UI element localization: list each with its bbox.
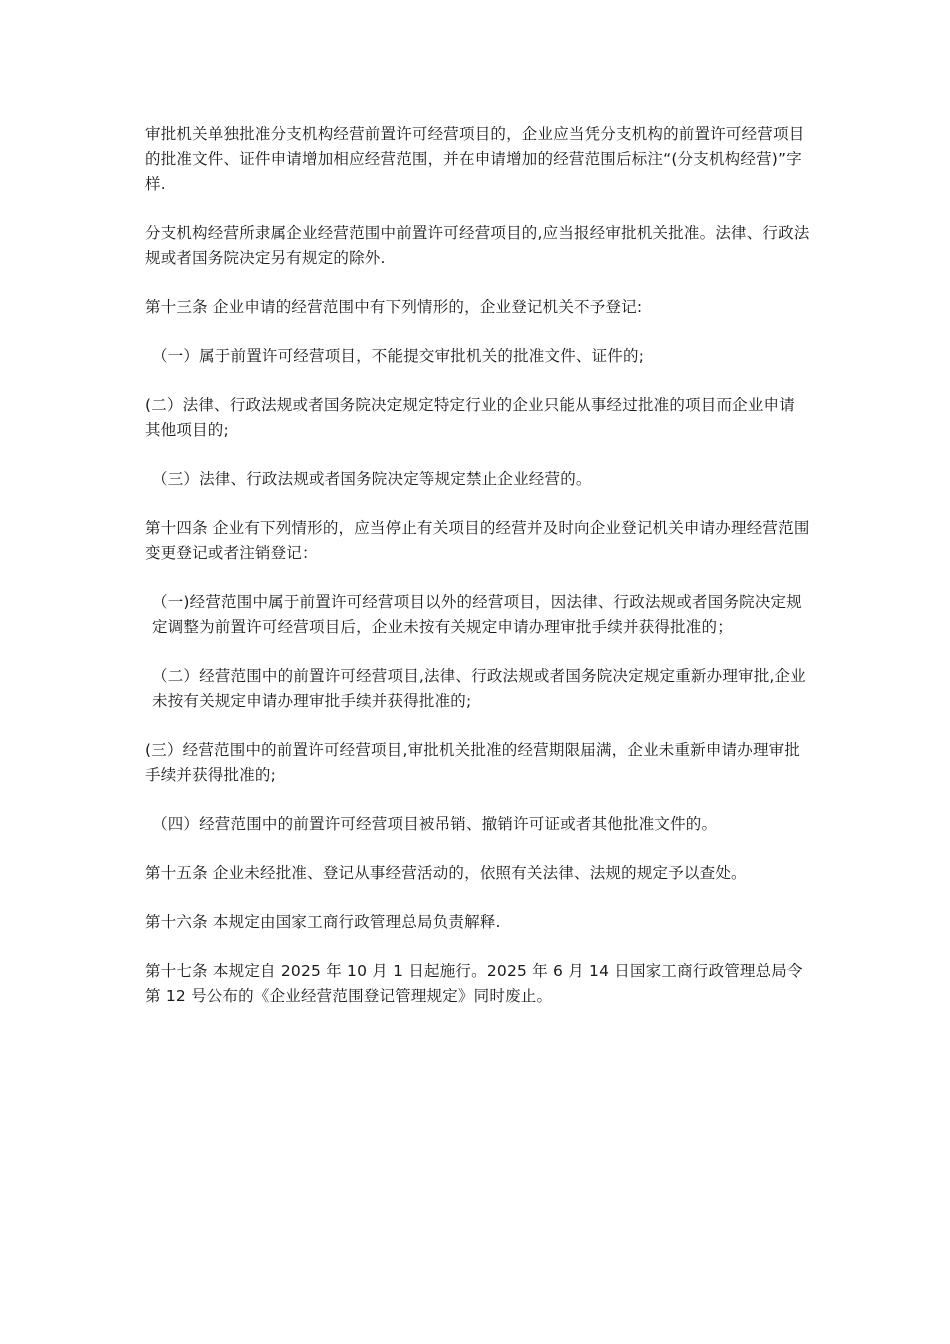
document-body <box>145 122 810 1033</box>
article-17: 第十七条 本规定自 2025 年 10 月 1 日起施行。2025 年 6 月 14 日国家工商行政管理总局令第 12 号公布的《企业经营范围登记管理规定》同时废止。 <box>145 962 803 1005</box>
article-14-item-3: (三）经营范围中的前置许可经营项目,审批机关批准的经营期限届满，企业未重新申请办理审批手续并获得批准的; <box>145 741 801 784</box>
paragraph-branch-approval: 审批机关单独批准分支机构经营前置许可经营项目的，企业应当凭分支机构的前置许可经营项目的批准文件、证件申请增加相应经营范围，并在申请增加的经营范围后标注“(分支机构经营)”字样. <box>145 125 805 193</box>
article-13-item-2: (二）法律、行政法规或者国务院决定规定特定行业的企业只能从事经过批准的项目而企业申请其他项目的; <box>145 396 795 439</box>
article-14-item-2: （二）经营范围中的前置许可经营项目,法律、行政法规或者国务院决定规定重新办理审批,企业未按有关规定申请办理审批手续并获得批准的; <box>152 667 806 710</box>
article-15: 第十五条 企业未经批准、登记从事经营活动的，依照有关法律、法规的规定予以查处。 <box>145 864 747 882</box>
article-16: 第十六条 本规定由国家工商行政管理总局负责解释. <box>145 913 501 931</box>
article-13-item-1: （一）属于前置许可经营项目，不能提交审批机关的批准文件、证件的; <box>152 347 645 365</box>
article-14-item-4: （四）经营范围中的前置许可经营项目被吊销、撤销许可证或者其他批准文件的。 <box>152 815 718 833</box>
article-14-heading: 第十四条 企业有下列情形的，应当停止有关项目的经营并及时向企业登记机关申请办理经营范围变更登记或者注销登记： <box>145 519 810 562</box>
article-13-item-3: （三）法律、行政法规或者国务院决定等规定禁止企业经营的。 <box>152 470 592 488</box>
paragraph-branch-subordinate: 分支机构经营所隶属企业经营范围中前置许可经营项目的,应当报经审批机关批准。法律、行政法规或者国务院决定另有规定的除外. <box>145 224 810 267</box>
article-13-heading: 第十三条 企业申请的经营范围中有下列情形的，企业登记机关不予登记: <box>145 298 643 316</box>
article-14-item-1: （一)经营范围中属于前置许可经营项目以外的经营项目，因法律、行政法规或者国务院决定规定调整为前置许可经营项目后，企业未按有关规定申请办理审批手续并获得批准的； <box>152 593 802 636</box>
